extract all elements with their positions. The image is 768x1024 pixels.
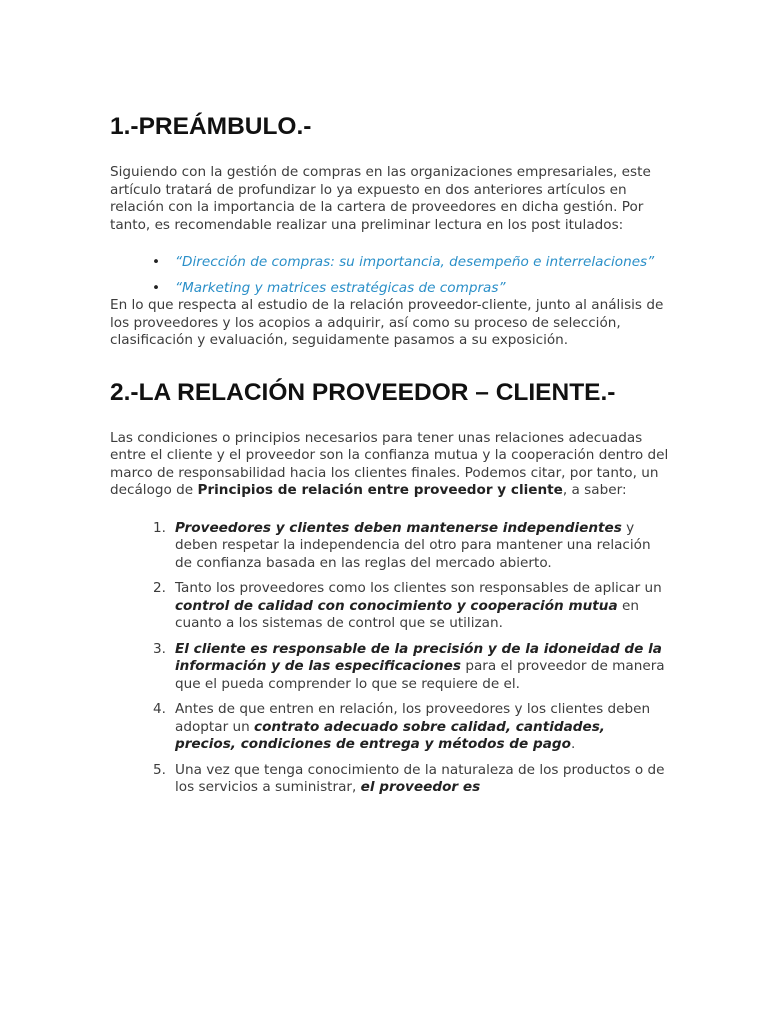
principle-item bbox=[110, 701, 670, 754]
item-number: 2. bbox=[153, 580, 166, 596]
section-1-title: 1.-PREÁMBULO.- bbox=[110, 113, 312, 140]
item-emphasis: Proveedores y clientes deben mantenerse independientes bbox=[175, 519, 622, 536]
section-1-intro: Siguiendo con la gestión de compras en las organizaciones empresariales, este artículo tratará de profundizar lo ya expuesto en dos anteriores artículos en relación con la importancia de la cartera de proveedores en dicha gestión. Por tanto, es recomendable realizar una preliminar lectura en los post itulados: bbox=[110, 164, 651, 233]
related-post-link-1[interactable]: “Dirección de compras: su importancia, desempeño e interrelaciones” bbox=[175, 254, 655, 270]
section-1-outro: En lo que respecta al estudio de la relación proveedor-cliente, junto al análisis de los proveedores y los acopios a adquirir, así como su proceso de selección, clasificación y evaluación, seguidamente pasamos a su exposición. bbox=[110, 297, 664, 348]
principles-heading: Principios de relación entre proveedor y cliente bbox=[197, 482, 563, 498]
item-text: . bbox=[570, 736, 576, 752]
related-post-item bbox=[110, 254, 670, 272]
item-emphasis: el proveedor es bbox=[360, 779, 481, 795]
related-post-link-2[interactable]: “Marketing y matrices estratégicas de compras” bbox=[175, 279, 506, 296]
section-2-title: 2.-LA RELACIÓN PROVEEDOR – CLIENTE.- bbox=[110, 378, 616, 406]
item-text: para el proveedor de manera que el pueda comprender lo que se requiere de el. bbox=[175, 658, 665, 692]
item-text: y deben respetar la independencia del otro para mantener una relación de confianza basada en las reglas del mercado abierto. bbox=[175, 519, 651, 571]
intro-text: Las condiciones o principios necesarios para tener unas relaciones adecuadas entre el cliente y el proveedor son la confianza mutua y la cooperación dentro del marco de responsabilidad hacia los clientes finales. Podemos citar, por tanto, un decálogo de bbox=[110, 429, 669, 498]
related-post-item bbox=[110, 280, 670, 298]
item-emphasis: contrato adecuado sobre calidad, cantidades, precios, condiciones de entrega y métodos de pago bbox=[175, 718, 605, 752]
item-number: 3. bbox=[153, 640, 166, 657]
item-text: Tanto los proveedores como los clientes son responsables de aplicar un bbox=[175, 580, 662, 596]
principle-item bbox=[110, 520, 670, 573]
intro-text: , a saber: bbox=[562, 482, 627, 498]
item-text: Antes de que entren en relación, los proveedores y los clientes deben adoptar un bbox=[175, 701, 651, 735]
item-emphasis: El cliente es responsable de la precisión y de la idoneidad de la información y de las especificaciones bbox=[175, 640, 662, 674]
item-text: en cuanto a los sistemas de control que se utilizan. bbox=[175, 597, 639, 631]
bullet: • bbox=[152, 279, 161, 296]
item-number: 1. bbox=[153, 519, 166, 536]
principle-item bbox=[110, 762, 670, 797]
article-body bbox=[110, 112, 670, 797]
item-number: 5. bbox=[153, 761, 166, 778]
item-emphasis: control de calidad con conocimiento y cooperación mutua bbox=[175, 597, 618, 614]
principles-list bbox=[110, 520, 670, 797]
item-text: Una vez que tenga conocimiento de la naturaleza de los productos o de los servicios a suministrar, bbox=[175, 761, 665, 795]
item-number: 4. bbox=[153, 701, 166, 717]
principle-item bbox=[110, 580, 670, 633]
principle-item bbox=[110, 641, 670, 694]
section-2-intro bbox=[110, 430, 670, 500]
related-posts-list bbox=[110, 254, 670, 297]
bullet: • bbox=[152, 254, 161, 270]
